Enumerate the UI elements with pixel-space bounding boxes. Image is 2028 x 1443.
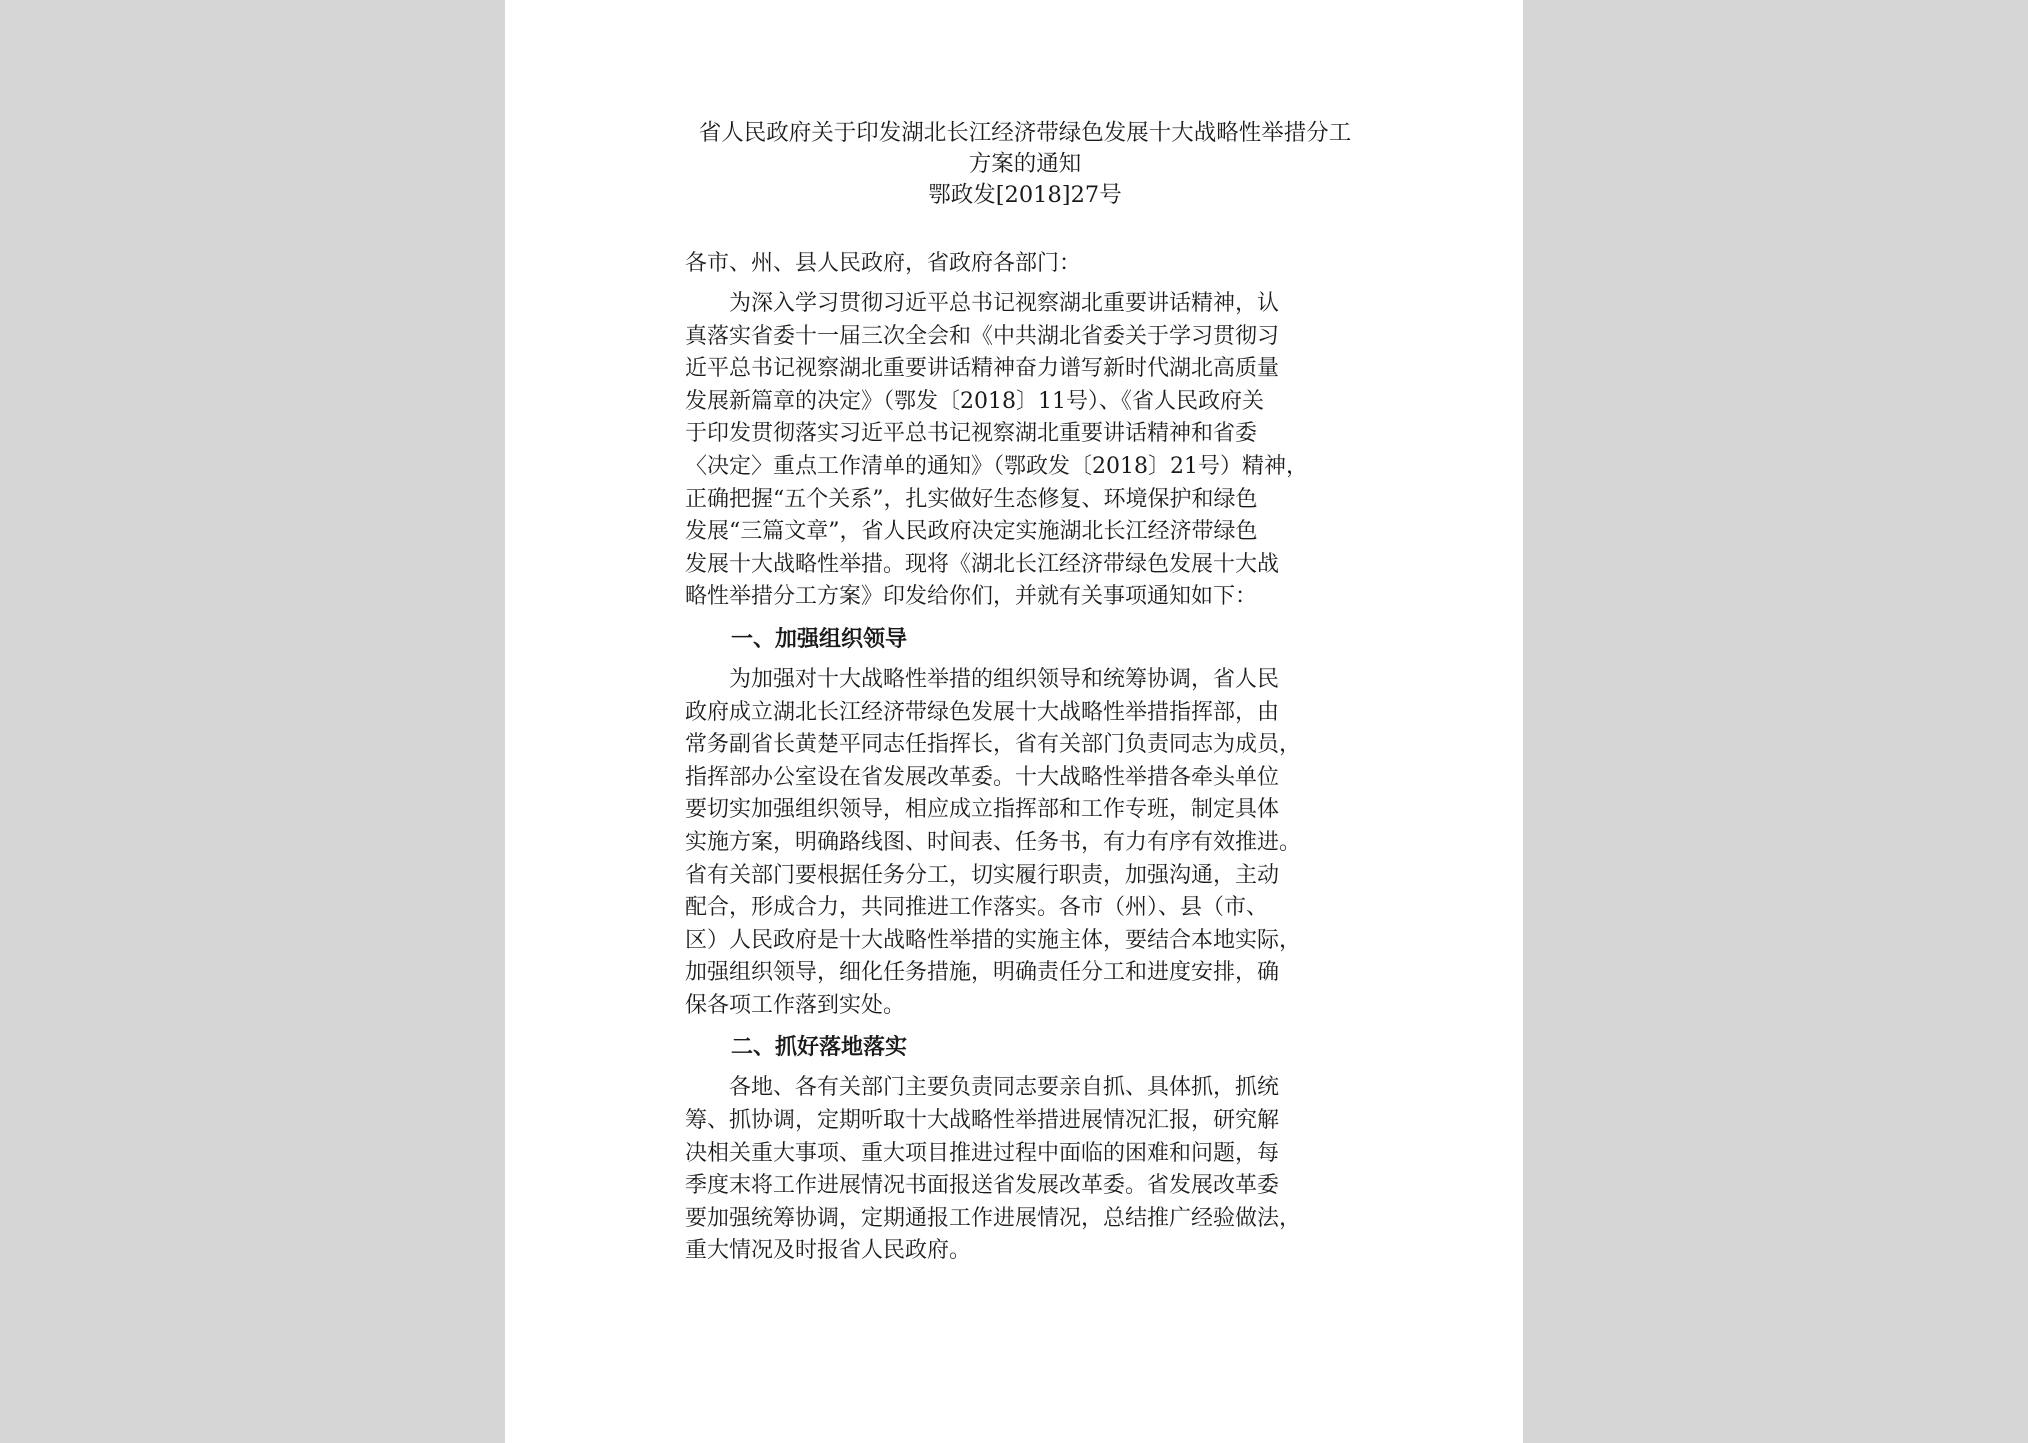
paragraph-line: 政府成立湖北长江经济带绿色发展十大战略性举措指挥部，由 [685,699,1280,725]
paragraph-line: 近平总书记视察湖北重要讲话精神奋力谱写新时代湖北高质量 [685,356,1280,382]
paragraph-line: 真落实省委十一届三次全会和《中共湖北省委关于学习贯彻习 [685,323,1280,349]
paragraph-line: 于印发贯彻落实习近平总书记视察湖北重要讲话精神和省委 [685,421,1258,447]
section1-paragraph [685,664,1365,1023]
document-content [685,118,1365,1268]
section-heading: 二、抓好落地落实 [731,1034,908,1061]
paragraph-line: 筹、抓协调，定期听取十大战略性举措进展情况汇报，研究解 [685,1108,1280,1134]
document-number: 鄂政发[2018]27号 [928,182,1122,208]
paragraph-line: 要加强统筹协调，定期通报工作进展情况，总结推广经验做法， [685,1205,1302,1231]
paragraph-line: 常务副省长黄楚平同志任指挥长，省有关部门负责同志为成员， [685,732,1302,758]
paragraph-line: 为深入学习贯彻习近平总书记视察湖北重要讲话精神，认 [729,291,1280,316]
paragraph-line: 正确把握“五个关系”，扎实做好生态修复、环境保护和绿色 [685,486,1258,512]
paragraph-line: 季度末将工作进展情况书面报送省发展改革委。省发展改革委 [685,1173,1280,1199]
paragraph-line: 指挥部办公室设在省发展改革委。十大战略性举措各牵头单位 [685,764,1280,790]
salutation: 各市、州、县人民政府，省政府各部门： [685,251,1082,276]
section2-paragraph [685,1072,1365,1268]
document-header [685,118,1365,211]
paragraph-line: 重大情况及时报省人民政府。 [685,1238,972,1264]
paragraph-line: 〈决定〉重点工作清单的通知》（鄂政发〔2018〕21号）精神， [685,453,1308,479]
paragraph-line: 为加强对十大战略性举措的组织领导和统筹协调，省人民 [729,666,1280,692]
paragraph-line: 略性举措分工方案》印发给你们，并就有关事项通知如下： [685,584,1258,610]
paragraph-line: 区）人民政府是十大战略性举措的实施主体，要结合本地实际， [685,927,1302,953]
paragraph-line: 加强组织领导，细化任务措施，明确责任分工和进度安排，确 [685,960,1280,986]
document-title-line: 省人民政府关于印发湖北长江经济带绿色发展十大战略性举措分工 [698,120,1352,146]
paragraph-line: 配合，形成合力，共同推进工作落实。各市（州）、县（市、 [685,895,1269,921]
section-heading: 一、加强组织领导 [731,625,908,652]
paragraph-line: 决相关重大事项、重大项目推进过程中面临的困难和问题，每 [685,1140,1280,1166]
paragraph-line: 省有关部门要根据任务分工，切实履行职责，加强沟通，主动 [685,862,1280,888]
paragraph-line: 各地、各有关部门主要负责同志要亲自抓、具体抓，抓统 [729,1075,1280,1101]
paragraph-line: 要切实加强组织领导，相应成立指挥部和工作专班，制定具体 [685,797,1280,823]
paragraph-line: 实施方案，明确路线图、时间表、任务书，有力有序有效推进。 [685,829,1302,855]
intro-paragraph [685,288,1365,614]
document-page [505,0,1523,1443]
paragraph-line: 发展十大战略性举措。现将《湖北长江经济带绿色发展十大战 [685,551,1280,577]
paragraph-line: 发展新篇章的决定》（鄂发〔2018〕11号）、《省人民政府关 [685,388,1264,414]
paragraph-line: 保各项工作落到实处。 [685,992,906,1018]
document-title-line: 方案的通知 [968,151,1082,177]
paragraph-line: 发展“三篇文章”，省人民政府决定实施湖北长江经济带绿色 [685,519,1258,545]
